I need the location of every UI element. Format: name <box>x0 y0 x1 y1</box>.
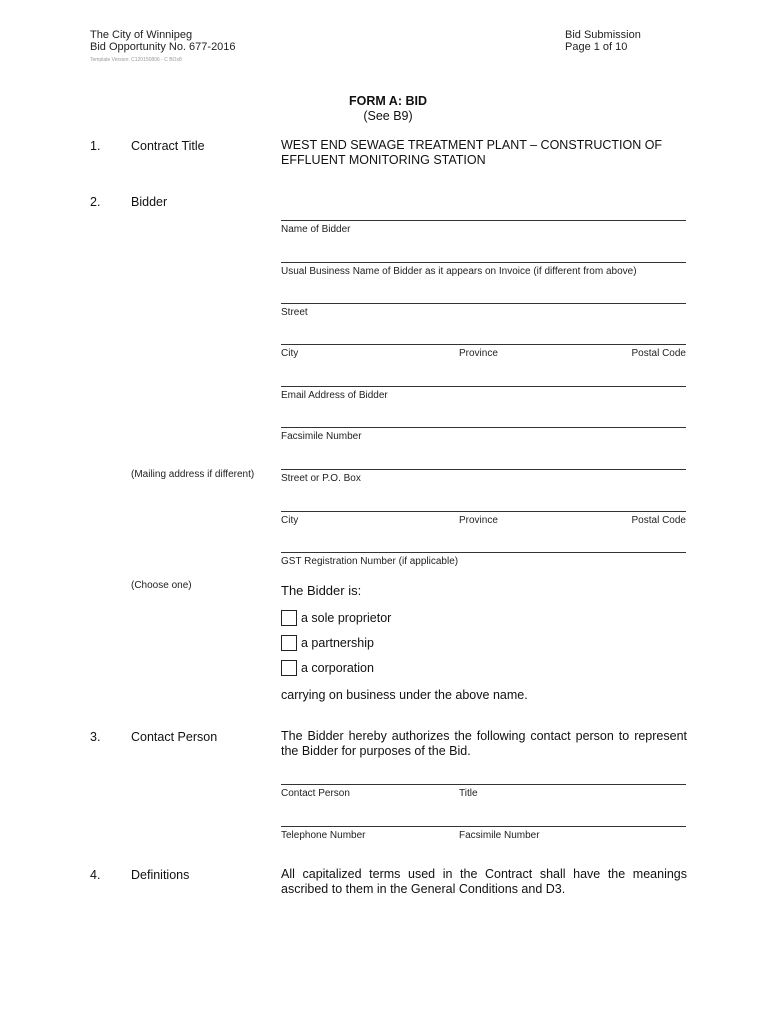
street-line[interactable] <box>281 303 686 304</box>
name-of-bidder-line[interactable] <box>281 220 686 221</box>
header-page-number: Page 1 of 10 <box>565 41 628 53</box>
partnership-label: a partnership <box>301 636 374 650</box>
usual-business-name-caption: Usual Business Name of Bidder as it appears on Invoice (if different from above) <box>281 266 637 277</box>
contact-authorization-text: The Bidder hereby authorizes the following contact person to represent the Bidder for purposes of the Bid. <box>281 729 687 758</box>
contact-person-line[interactable] <box>281 784 686 785</box>
contact-person-caption: Contact Person <box>281 788 350 799</box>
po-box-caption: Street or P.O. Box <box>281 473 361 484</box>
po-box-line[interactable] <box>281 469 686 470</box>
definitions-text: All capitalized terms used in the Contract shall have the meanings ascribed to them in the General Conditions and D3. <box>281 867 687 896</box>
corporation-checkbox[interactable] <box>281 660 297 676</box>
gst-caption: GST Registration Number (if applicable) <box>281 556 459 567</box>
postal-code-caption: Postal Code <box>631 348 686 359</box>
mailing-address-label: (Mailing address if different) <box>131 469 255 480</box>
city-caption-2: City <box>281 515 299 526</box>
section-4-label: Definitions <box>131 868 190 882</box>
section-3-label: Contact Person <box>131 730 218 744</box>
email-line[interactable] <box>281 386 686 387</box>
contact-facsimile-caption: Facsimile Number <box>459 830 540 841</box>
postal-code-caption-2: Postal Code <box>631 515 686 526</box>
city-caption: City <box>281 348 299 359</box>
partnership-checkbox[interactable] <box>281 635 297 651</box>
header-org: The City of Winnipeg <box>90 29 193 41</box>
sole-proprietor-label: a sole proprietor <box>301 611 392 625</box>
section-2-number: 2. <box>90 195 101 209</box>
contract-title-line-2: EFFLUENT MONITORING STATION <box>281 153 486 167</box>
section-1-label: Contract Title <box>131 139 205 153</box>
telephone-caption: Telephone Number <box>281 830 366 841</box>
city-province-postal-line-2[interactable] <box>281 511 686 512</box>
section-2-label: Bidder <box>131 195 168 209</box>
choose-one-label: (Choose one) <box>131 580 192 591</box>
sole-proprietor-checkbox[interactable] <box>281 610 297 626</box>
header-template-version: Template Version: C120150806 - C BOx8 <box>90 57 182 63</box>
province-caption-2: Province <box>459 515 498 526</box>
section-1-number: 1. <box>90 139 101 153</box>
facsimile-line[interactable] <box>281 427 686 428</box>
city-province-postal-line[interactable] <box>281 344 686 345</box>
usual-business-name-line[interactable] <box>281 262 686 263</box>
section-3-number: 3. <box>90 730 101 744</box>
title-caption: Title <box>459 788 478 799</box>
email-caption: Email Address of Bidder <box>281 390 388 401</box>
corporation-label: a corporation <box>301 661 374 675</box>
form-see: (See B9) <box>363 109 413 123</box>
header-bid-submission: Bid Submission <box>565 29 641 41</box>
gst-line[interactable] <box>281 552 686 553</box>
province-caption: Province <box>459 348 498 359</box>
form-title: FORM A: BID <box>349 94 427 108</box>
section-4-number: 4. <box>90 868 101 882</box>
bidder-is-heading: The Bidder is: <box>281 583 362 598</box>
telephone-line[interactable] <box>281 826 686 827</box>
header-bid-number: Bid Opportunity No. 677-2016 <box>90 41 236 53</box>
facsimile-caption: Facsimile Number <box>281 431 362 442</box>
contract-title-line-1: WEST END SEWAGE TREATMENT PLANT – CONSTRUCTION OF <box>281 138 663 152</box>
street-caption: Street <box>281 307 308 318</box>
name-of-bidder-caption: Name of Bidder <box>281 224 351 235</box>
carrying-on-business-text: carrying on business under the above name. <box>281 688 528 702</box>
